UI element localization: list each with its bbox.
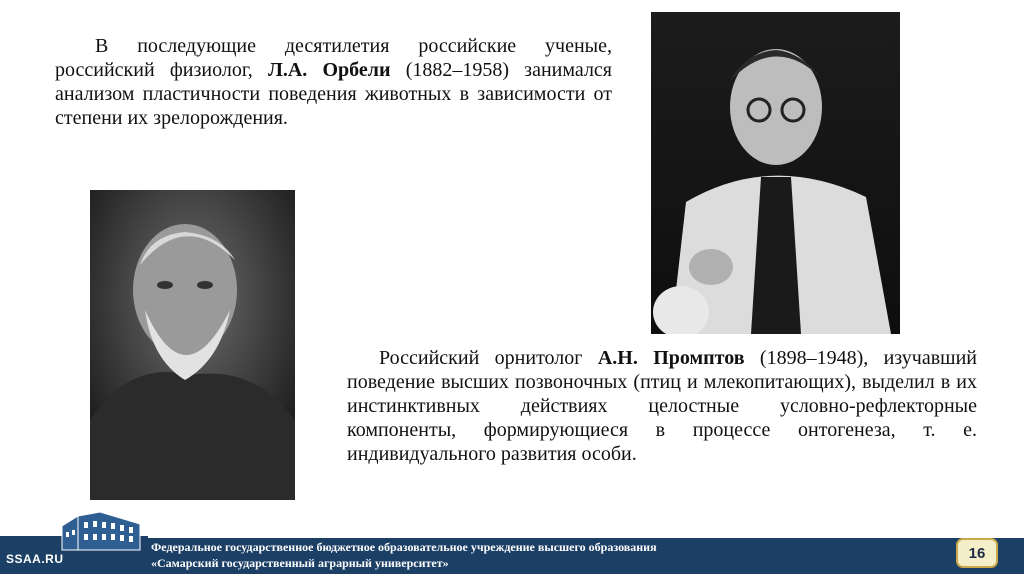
footer-line-2: «Самарский государственный аграрный университет» [151, 556, 449, 570]
portrait-photo-bearded-man [90, 190, 295, 500]
paragraph-promptov [347, 346, 977, 466]
portrait-photo-man-with-glasses [651, 12, 900, 334]
paragraph-promptov-intro: Российский орнитолог [379, 347, 598, 369]
footer-divider [145, 536, 1024, 538]
footer-institution-text [151, 539, 911, 571]
footer-line-1: Федеральное государственное бюджетное образовательное учреждение высшего образования [151, 540, 657, 554]
paragraph-orbeli-intro: В последующие десятилетия российские ученые, российский физиолог, [55, 35, 612, 81]
paragraph-orbeli-rest: (1882–1958) занимался анализом пластичности поведения животных в зависимости от степени их зрелорождения. [55, 59, 612, 129]
name-orbeli: Л.А. Орбели [267, 59, 391, 81]
page-number-badge: 16 [956, 538, 998, 568]
paragraph-promptov-rest: (1898–1948), изучавший поведение высших позвоночных (птиц и млекопитающих), выделил в их инстинктивных действиях целостные условно-рефлекторные компоненты, формирующиеся в процессе онтогенеза, т. е. индивидуального развития особи. [347, 347, 977, 465]
name-promptov: А.Н. Промптов [597, 347, 745, 369]
paragraph-orbeli [55, 34, 612, 130]
site-logo-text: SSAA.RU [6, 552, 64, 566]
